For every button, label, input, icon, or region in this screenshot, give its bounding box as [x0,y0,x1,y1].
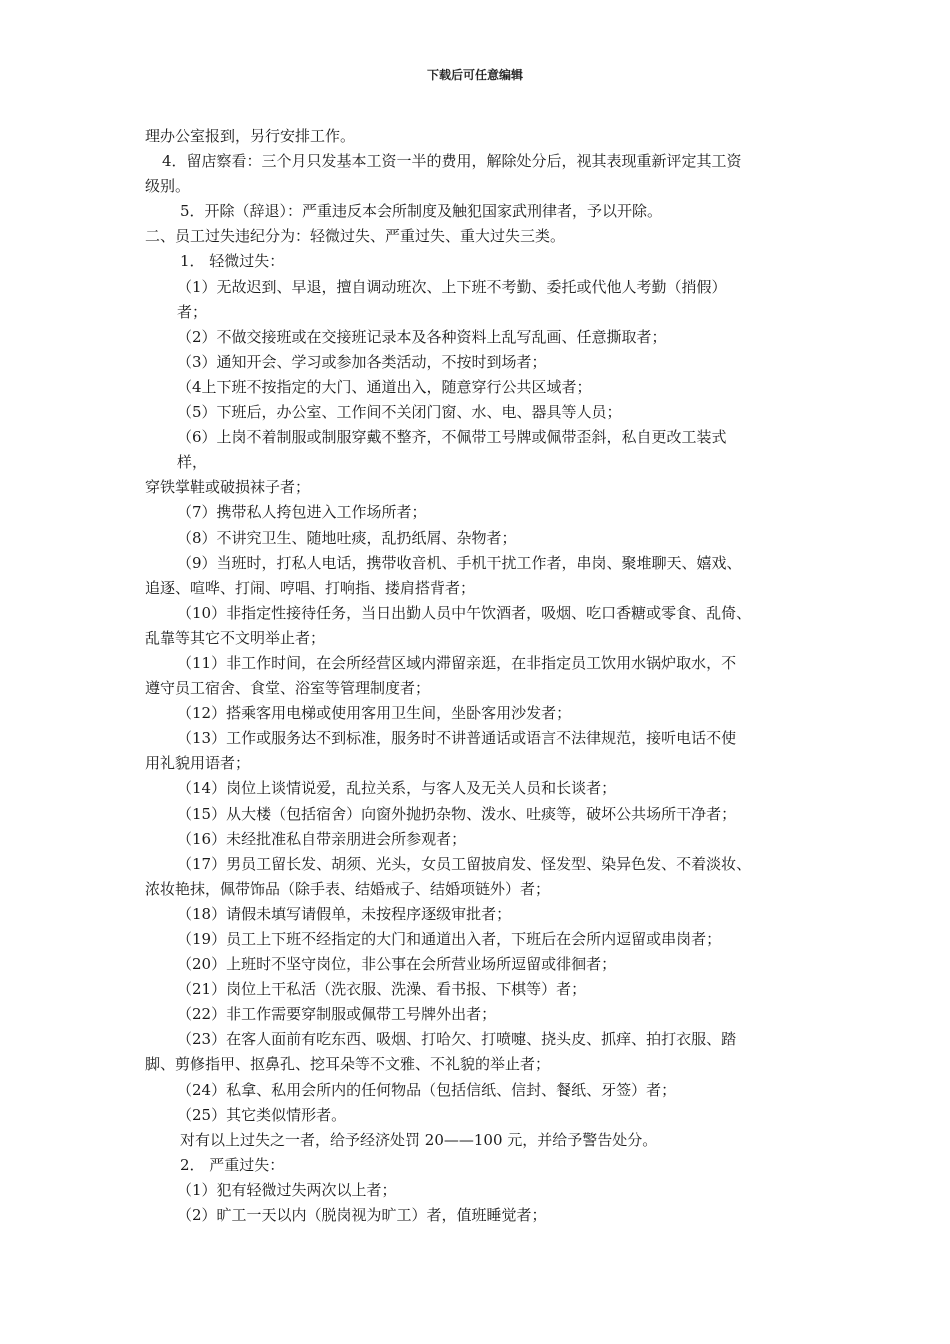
text-line: 脚、剪修指甲、抠鼻孔、挖耳朵等不文雅、不礼貌的举止者； [145,1055,551,1074]
list-item: （15）从大楼（包括宿舍）向窗外抛扔杂物、泼水、吐痰等，破坏公共场所干净者； [177,804,737,823]
list-item: （14）岗位上谈情说爱，乱拉关系，与客人及无关人员和长谈者； [177,779,617,798]
text-line: 对有以上过失之一者，给予经济处罚 20——100 元，并给予警告处分。 [180,1130,658,1149]
list-item: （19）员工上下班不经指定的大门和通道出入者，下班后在会所内逗留或串岗者； [177,930,722,948]
text-line: 4．留店察看：三个月只发基本工资一半的费用，解除处分后，视其表现重新评定其工资 [162,152,742,171]
list-item: （4上下班不按指定的大门、通道出入，随意穿行公共区域者； [177,377,592,396]
text-line: 乱靠等其它不文明举止者； [145,628,326,647]
list-item: （9）当班时，打私人电话，携带收音机、手机干扰工作者，串岗、聚堆聊天、嬉戏、 [177,553,742,572]
list-item: （7）携带私人挎包进入工作场所者； [177,503,427,522]
text-line: 用礼貌用语者； [145,754,251,773]
text-line: 级别。 [145,177,191,196]
list-item: （12）搭乘客用电梯或使用客用卫生间，坐卧客用沙发者； [177,704,572,723]
list-item: （6）上岗不着制服或制服穿戴不整齐，不佩带工号牌或佩带歪斜，私自更改工装式 [177,428,727,447]
list-item: （24）私拿、私用会所内的任何物品（包括信纸、信封、餐纸、牙签）者； [177,1080,677,1099]
list-item: （1）无故迟到、早退，擅自调动班次、上下班不考勤、委托或代他人考勤（捎假） [177,277,727,296]
list-item: （22）非工作需要穿制服或佩带工号牌外出者； [177,1005,497,1024]
text-line: 穿铁掌鞋或破损袜子者； [145,478,311,497]
text-line: 浓妆艳抹，佩带饰品（除手表、结婚戒子、结婚项链外）者； [145,879,551,898]
list-item: （25）其它类似情形者。 [177,1105,347,1124]
list-item: （3）通知开会、学习或参加各类活动，不按时到场者； [177,352,547,371]
section-heading: 二、员工过失违纪分为：轻微过失、严重过失、重大过失三类。 [145,227,566,246]
list-item: （2）不做交接班或在交接班记录本及各种资料上乱写乱画、任意撕取者； [177,327,667,346]
list-item: （20）上班时不坚守岗位，非公事在会所营业场所逗留或徘徊者； [177,955,617,974]
text-line: 理办公室报到，另行安排工作。 [145,127,356,145]
text-line: 样， [177,453,208,472]
list-item: （18）请假未填写请假单，未按程序逐级审批者； [177,904,512,923]
list-item: （17）男员工留长发、胡须、光头，女员工留披肩发、怪发型、染异色发、不着淡妆、 [177,854,752,873]
list-item: （1）犯有轻微过失两次以上者； [177,1180,397,1199]
list-item: （23）在客人面前有吃东西、吸烟、打哈欠、打喷嚏、挠头皮、抓痒、拍打衣服、踏 [177,1030,737,1049]
list-item: （2）旷工一天以内（脱岗视为旷工）者，值班睡觉者； [177,1206,547,1225]
text-line: 遵守员工宿舍、食堂、浴室等管理制度者； [145,679,431,698]
list-item: （21）岗位上干私活（洗衣服、洗澡、看书报、下棋等）者； [177,980,587,999]
text-line: 5．开除（辞退）：严重违反本会所制度及触犯国家武刑律者，予以开除。 [180,202,663,221]
subsection-heading: 2． 严重过失： [180,1155,285,1174]
list-item: （11）非工作时间，在会所经营区域内滞留亲逛，在非指定员工饮用水锅炉取水，不 [177,653,737,672]
list-item: （10）非指定性接待任务，当日出勤人员中午饮酒者，吸烟、吃口香糖或零食、乱倚、 [177,603,752,622]
list-item: （16）未经批准私自带亲朋进会所参观者； [177,829,467,848]
list-item: （5）下班后，办公室、工作间不关闭门窗、水、电、器具等人员； [177,403,622,422]
list-item: （13）工作或服务达不到标准，服务时不讲普通话或语言不法律规范，接听电话不使 [177,729,737,748]
document-body [145,124,815,1228]
page-header: 下载后可任意编辑 [426,68,523,82]
text-line: 追逐、喧哗、打闹、哼唱、打响指、搂肩搭背者； [145,578,476,597]
text-line: 者； [177,302,208,321]
list-item: （8）不讲究卫生、随地吐痰，乱扔纸屑、杂物者； [177,528,517,547]
subsection-heading: 1． 轻微过失： [180,252,285,271]
